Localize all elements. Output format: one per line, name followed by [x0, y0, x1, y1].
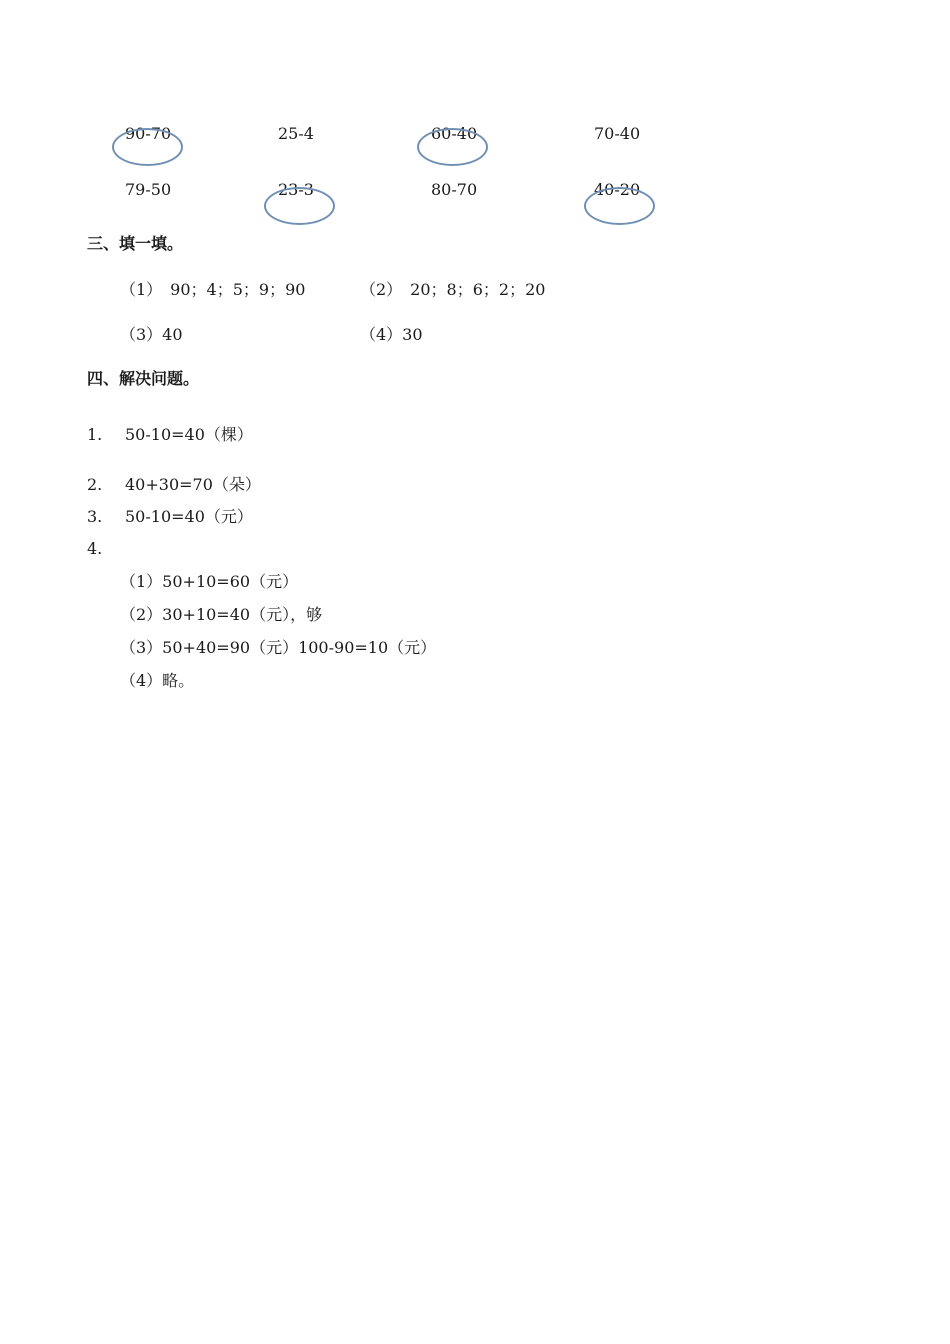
problem-answer-2: 40+30=70（朵） — [125, 475, 261, 494]
problem-number-3: 3. — [87, 507, 103, 526]
problem-number-4: 4. — [87, 539, 103, 558]
sub-answer-4: （4）略。 — [120, 671, 195, 690]
expression-r2-1: 79-50 — [125, 180, 172, 199]
section-3-title: 三、填一填。 — [87, 234, 184, 253]
sub-answer-1: （1）50+10=60（元） — [120, 572, 299, 591]
expression-r1-1: 90-70 — [125, 124, 172, 143]
fill-answer-1: （1） 90；4；5；9；90 — [120, 280, 306, 299]
section-4-title: 四、解决问题。 — [87, 369, 200, 388]
sub-answer-2: （2）30+10=40（元），够 — [120, 605, 323, 624]
circle-mark-60-40 — [417, 128, 488, 166]
expression-r1-3: 60-40 — [431, 124, 478, 143]
fill-answer-4: （4）30 — [360, 325, 423, 344]
problem-answer-3: 50-10=40（元） — [125, 507, 253, 526]
expression-r1-4: 70-40 — [594, 124, 641, 143]
expression-r2-4: 40-20 — [594, 180, 641, 199]
fill-answer-2: （2） 20；8；6；2；20 — [360, 280, 546, 299]
circle-mark-40-20 — [584, 187, 655, 225]
circle-mark-90-70 — [112, 128, 183, 166]
fill-answer-3: （3）40 — [120, 325, 183, 344]
problem-answer-1: 50-10=40（棵） — [125, 425, 253, 444]
expression-r2-3: 80-70 — [431, 180, 478, 199]
sub-answer-3: （3）50+40=90（元）100-90=10（元） — [120, 638, 437, 657]
expression-r2-2: 23-3 — [278, 180, 314, 199]
circle-mark-23-3 — [264, 187, 335, 225]
problem-number-2: 2. — [87, 475, 103, 494]
expression-r1-2: 25-4 — [278, 124, 314, 143]
problem-number-1: 1. — [87, 425, 103, 444]
